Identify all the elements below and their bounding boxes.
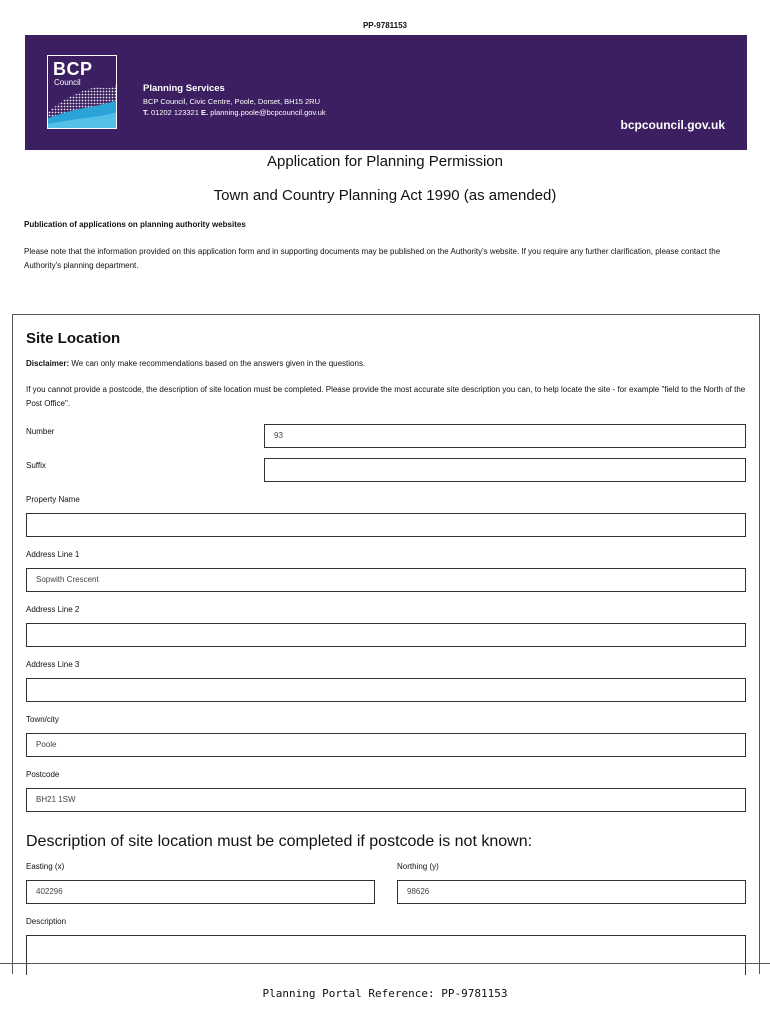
coordinates-heading: Description of site location must be completed if postcode is not known:: [26, 833, 533, 850]
postcode-field[interactable]: BH21 1SW: [26, 788, 746, 812]
council-website: bcpcouncil.gov.uk: [620, 118, 725, 132]
coastline-icon: [48, 78, 117, 128]
council-banner: [25, 35, 747, 150]
contact-line: [143, 108, 326, 117]
description-label: Description: [26, 917, 67, 926]
council-address: BCP Council, Civic Centre, Poole, Dorset, BH15 2RU: [143, 97, 321, 106]
suffix-label: Suffix: [26, 461, 46, 470]
postcode-label: Postcode: [26, 770, 60, 779]
address-line-1-field[interactable]: Sopwith Crescent: [26, 568, 746, 592]
logo-council-label: Council: [54, 78, 81, 87]
disclaimer: [26, 359, 365, 368]
bcp-logo: [47, 55, 117, 129]
disclaimer-text: We can only make recommendations based on the answers given in the questions.: [71, 359, 366, 368]
address-line-2-field[interactable]: [26, 623, 746, 647]
logo-wordmark: BCP: [53, 59, 93, 79]
easting-label: Easting (x): [26, 862, 65, 871]
email-address: planning.poole@bcpcouncil.gov.uk: [210, 108, 326, 117]
suffix-field[interactable]: [264, 458, 746, 482]
number-field[interactable]: 93: [264, 424, 746, 448]
reference-number-top: PP-9781153: [362, 21, 408, 30]
description-field[interactable]: [26, 935, 746, 975]
number-label: Number: [26, 427, 55, 436]
document-title: Application for Planning Permission: [267, 153, 503, 170]
property-name-label: Property Name: [26, 495, 80, 504]
publication-note: Please note that the information provided on this application form and in supporting documents may be published on the Authority's website. If you require any further clarification, please contact the Authority's planning department.: [24, 247, 721, 270]
town-city-field[interactable]: Poole: [26, 733, 746, 757]
phone-number: 01202 123321: [150, 108, 199, 117]
email-label: E.: [201, 108, 209, 117]
phone-label: T.: [143, 108, 149, 117]
site-description-note: If you cannot provide a postcode, the description of site location must be completed. Please provide the most accurate site description you can, to help locate the site - for example "field to the North of the Post Office".: [26, 385, 746, 408]
northing-field[interactable]: 98626: [397, 880, 746, 904]
address-line-2-label: Address Line 2: [26, 605, 80, 614]
property-name-field[interactable]: [26, 513, 746, 537]
address-line-1-label: Address Line 1: [26, 550, 80, 559]
address-line-3-label: Address Line 3: [26, 660, 80, 669]
address-line-3-field[interactable]: [26, 678, 746, 702]
town-city-label: Town/city: [26, 715, 59, 724]
site-location-section: [12, 314, 760, 974]
document-subtitle: Town and Country Planning Act 1990 (as amended): [213, 187, 557, 204]
page-divider: [0, 963, 770, 964]
easting-field[interactable]: 402296: [26, 880, 375, 904]
publication-heading: Publication of applications on planning authority websites: [24, 220, 246, 229]
service-title: Planning Services: [143, 83, 225, 94]
planning-portal-reference: Planning Portal Reference: PP-9781153: [262, 987, 508, 1000]
disclaimer-label: Disclaimer:: [26, 359, 70, 368]
section-title: Site Location: [26, 330, 121, 347]
northing-label: Northing (y): [397, 862, 439, 871]
